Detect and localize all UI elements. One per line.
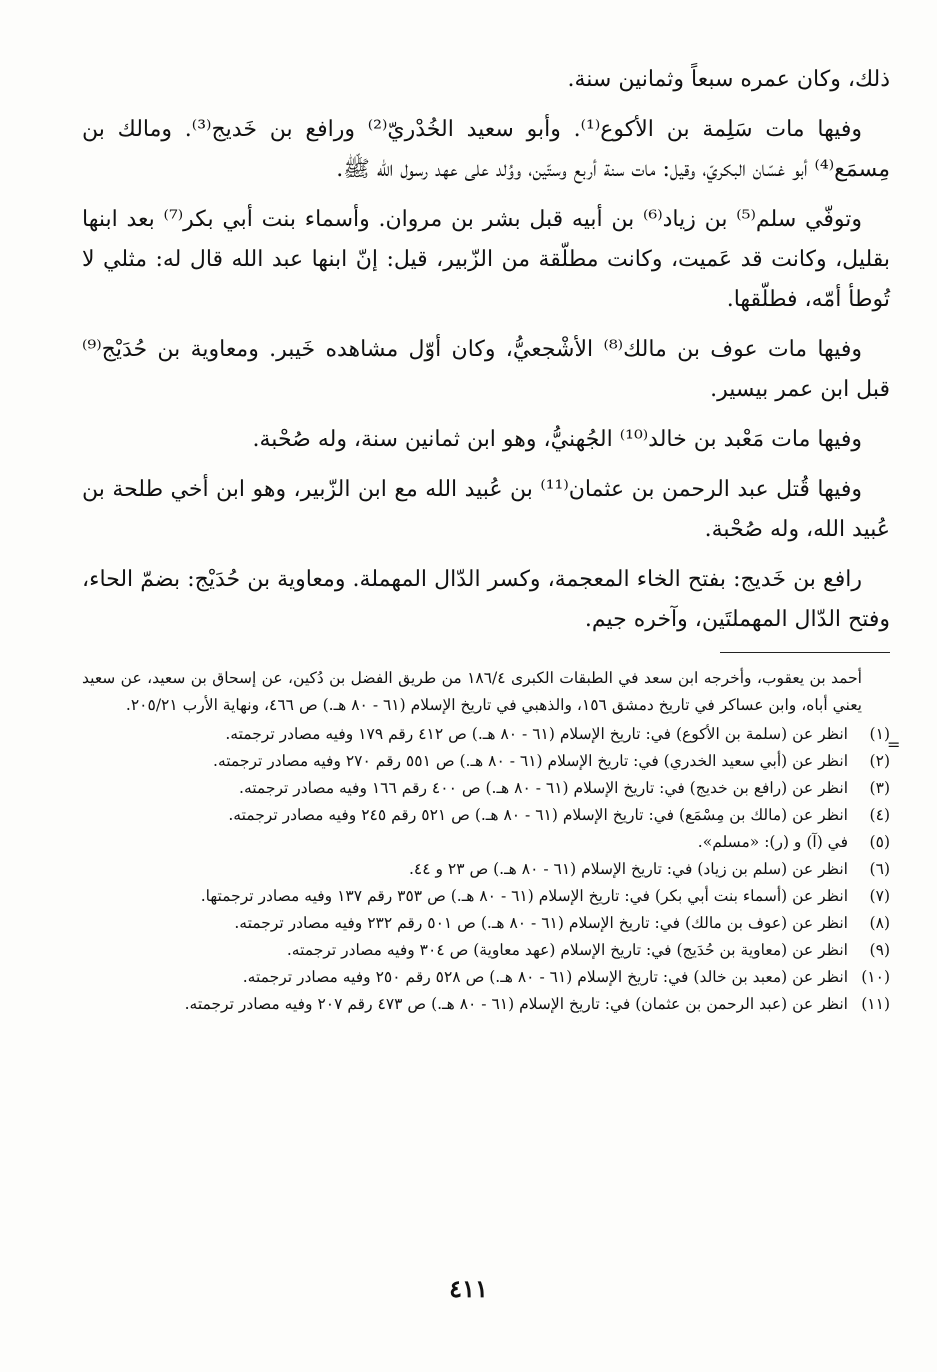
- paragraph-5: وفيها مات مَعْبد بن خالد⁽¹⁰⁾ الجُهنيُّ، وهو ابن ثمانين سنة، وله صُحْبة.: [252, 427, 862, 452]
- footnote-text: انظر عن (سلمة بن الأكوع) في: تاريخ الإسلام (٦١ - ٨٠ هـ.) ص ٤١٢ رقم ١٧٩ وفيه مصادر ترجمته.: [225, 725, 848, 743]
- page-body: [82, 60, 890, 1018]
- footnote-text: انظر عن (معبد بن خالد) في: تاريخ الإسلام (٦١ - ٨٠ هـ.) ص ٥٢٨ رقم ٢٥٠ وفيه مصادر ترجمته.: [242, 968, 848, 986]
- footnote-text: انظر عن (مالك بن مِسْمَع) في: تاريخ الإسلام (٦١ - ٨٠ هـ.) ص ٥٢١ رقم ٢٤٥ وفيه مصادر ترجمته.: [228, 806, 848, 824]
- paragraph-4: وفيها مات عوف بن مالك⁽⁸⁾ الأشْجعيُّ، وكان أوّل مشاهده خَيبر. ومعاوية بن حُدَيْج⁽⁹⁾ قبل ابن عمر بيسير.: [82, 337, 890, 402]
- continuation-mark: =: [887, 735, 901, 754]
- paragraph-3: وتوفّي سلم⁽⁵⁾ بن زياد⁽⁶⁾ بن أبيه قبل بشر بن مروان. وأسماء بنت أبي بكر⁽⁷⁾ بعد ابنها بقليل، وكانت قد عَميت، وكانت مطلّقة من الزّبير، قيل: إنّ ابنها عبد الله قال له: مثلي لا تُوطأ أمّه، فطلّقها.: [82, 207, 890, 312]
- paragraph-6: وفيها قُتل عبد الرحمن بن عثمان⁽¹¹⁾ بن عُبيد الله مع ابن الزّبير، وهو ابن أخي طلحة بن عُبيد الله، وله صُحْبة.: [82, 477, 890, 542]
- footnote-item: [82, 748, 890, 775]
- footnote-item: [82, 937, 890, 964]
- footnote-number: (١٠): [861, 968, 890, 986]
- footnote-text: انظر عن (سلم بن زياد) في: تاريخ الإسلام (٦١ - ٨٠ هـ.) ص ٢٣ و ٤٤.: [408, 860, 848, 878]
- footnote-item: [82, 856, 890, 883]
- footnote-text: انظر عن (عوف بن مالك) في: تاريخ الإسلام (٦١ - ٨٠ هـ.) ص ٥٠١ رقم ٢٣٢ وفيه مصادر ترجمته.: [234, 914, 848, 932]
- footnote-number: (٧): [869, 887, 890, 905]
- footnote-item: [82, 910, 890, 937]
- footnote-number: (٤): [869, 806, 890, 824]
- footnotes: [82, 665, 890, 1018]
- footnote-item: [82, 829, 890, 856]
- footnote-separator: [720, 652, 890, 653]
- footnote-number: (١): [869, 725, 890, 743]
- footnote-text: انظر عن (رافع بن خديج) في: تاريخ الإسلام (٦١ - ٨٠ هـ.) ص ٤٠٠ رقم ١٦٦ وفيه مصادر ترجمته.: [239, 779, 848, 797]
- paragraph-1: ذلك، وكان عمره سبعاً وثمانين سنة.: [567, 67, 890, 92]
- footnote-item: [82, 721, 890, 748]
- paragraph-7: رافع بن خَديج: بفتح الخاء المعجمة، وكسر الدّال المهملة. ومعاوية بن حُدَيْج: بضمّ الحاء، وفتح الدّال المهملتَين، وآخره جيم.: [82, 567, 890, 632]
- page-number: ٤١١: [449, 1274, 488, 1303]
- footnote-item: [82, 775, 890, 802]
- footnote-number: (٥): [869, 833, 890, 851]
- footnote-item: [82, 991, 890, 1018]
- footnote-number: (١١): [861, 995, 890, 1013]
- footnote-number: (٦): [869, 860, 890, 878]
- footnote-item: [82, 883, 890, 910]
- footnote-number: (٨): [869, 914, 890, 932]
- footnote-text: انظر عن (معاوية بن حُدَيج) في: تاريخ الإسلام (عهد معاوية) ص ٣٠٤ وفيه مصادر ترجمته.: [286, 941, 848, 959]
- footnote-text: انظر عن (أسماء بنت أبي بكر) في: تاريخ الإسلام (٦١ - ٨٠ هـ.) ص ٣٥٣ رقم ١٣٧ وفيه مصادر ترجمتها.: [200, 887, 848, 905]
- footnote-number: (٣): [869, 779, 890, 797]
- footnote-text: انظر عن (أبي سعيد الخدري) في: تاريخ الإسلام (٦١ - ٨٠ هـ.) ص ٥٥١ رقم ٢٧٠ وفيه مصادر ترجمته.: [213, 752, 848, 770]
- paragraph-2: وفيها مات سَلِمة بن الأكوع⁽¹⁾. وأبو سعيد الخُدْريّ⁽²⁾ ورافع بن خَديج⁽³⁾. ومالك بن مِسمَع⁽⁴⁾ أبو غسّان البكريّ، وقيل: مات سنة أربع وستّين، ووُلد على عهد رسول الله ﷺ.: [82, 117, 890, 182]
- footnote-text: في (آ) و (ر): «مسلم».: [697, 833, 848, 851]
- footnote-number: (٢): [869, 752, 890, 770]
- footnote-item: [82, 802, 890, 829]
- footnote-text: انظر عن (عبد الرحمن بن عثمان) في: تاريخ الإسلام (٦١ - ٨٠ هـ.) ص ٤٧٣ رقم ٢٠٧ وفيه مصادر ترجمته.: [184, 995, 848, 1013]
- footnote-continuation: أحمد بن يعقوب، وأخرجه ابن سعد في الطبقات الكبرى ١٨٦/٤ من طريق الفضل بن دُكين، عن إسحاق بن سعيد، عن سعيد يعني أباه، وابن عساكر في تاريخ دمشق ١٥٦، والذهبي في تاريخ الإسلام (٦١ - ٨٠ هـ.) ص ٤٦٦، ونهاية الأرب ٢٠٥/٢١.: [82, 669, 862, 714]
- footnote-item: [82, 964, 890, 991]
- footnote-number: (٩): [869, 941, 890, 959]
